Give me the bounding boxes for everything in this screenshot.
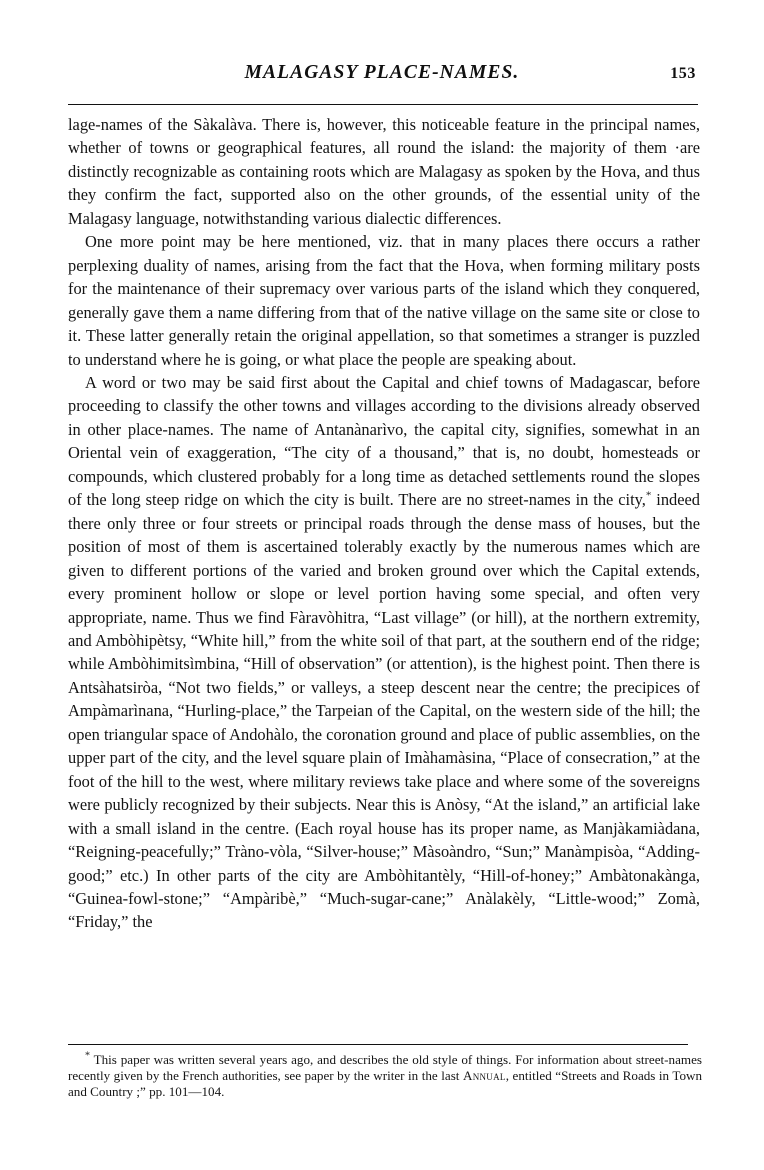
footnote-annual-smallcaps: Annual [462, 1068, 506, 1084]
paragraph-2: One more point may be here mentioned, viz. that in many places there occurs a rather perplexing duality of names, arising from the fact that the Hova, when forming military posts for the maintenance of their supremacy over various parts of the island which they conquered, generally gave them a name differing from that of the native village on the same site or close to it. These latter generally retain the original appellation, so that sometimes a stranger is puzzled to understand where he is going, or what place the people are speaking about. [68, 232, 700, 369]
footnote-marker: * [85, 1050, 90, 1062]
paragraph-1: lage-names of the Sàkalàva. There is, however, this noticeable feature in the principal names, whether of towns or geographical features, all round the island: the majority of them ·are distinctly recognizable as containing roots which are Malagasy as spoken by the Hova, and thus they confirm the fact, supported also on the other grounds, of the essential unity of the Malagasy language, notwithstanding various dialectic differences. [68, 115, 700, 228]
footnote-part-1: This paper was written several years ago, and describes the old style of things. For information about street-names recently given by the French authorities, see paper by the writer in the last [68, 1052, 702, 1084]
running-head [68, 62, 696, 92]
footnote-part-2: , entitled “Streets and Roads in Town and Country ;” pp. 101—104. [68, 1068, 703, 1100]
footnote-reference-marker: * [645, 489, 652, 502]
body-text [68, 113, 700, 934]
paragraph-3-part-2: indeed there only three or four streets or principal roads through the dense mass of houses, but the position of most of them is ascertained tolerably exactly by the numerous names which are given to different portions of the varied and broken ground over which the Capital extends, every prominent hollow or slope or level portion having some special, and often very appropriate, name. Thus we find Fàravòhitra, “Last village” (or hill), at the northern extremity, and Ambòhipètsy, “White hill,” from the white soil of that part, at the southern end of the ridge; while Ambòhimitsìmbina, “Hill of observation” (or attention), is the highest point. Then there is Antsàhatsiròa, “Not two fields,” or valleys, a steep descent near the centre; the precipices of Ampàmarìnana, “Hurling-place,” the Tarpeian of the Capital, on the western side of the hill; the open triangular space of Andohàlo, the coronation ground and place of public assemblies, on the upper part of the city, and the level square plain of Imàhamàsina, “Place of consecration,” at the foot of the hill to the west, where military reviews take place and where some of the sovereigns were publicly recognized by their subjects. Near this is Anòsy, “At the island,” an artificial lake with a small island in the centre. (Each royal house has its proper name, as Manjàkamiàdana, “Reigning-peacefully;” Tràno-vòla, “Silver-house;” Màsoàndro, “Sun;” Manàmpisòa, “Adding-good;” etc.) In other parts of the city are Ambòhitantèly, “Hill-of-honey;” Ambàtonakànga, “Guinea-fowl-stone;” “Ampàribè,” “Much-sugar-cane;” Anàlakèly, “Little-wood;” Zomà, “Friday,” the [68, 490, 700, 932]
page-number: 153 [670, 65, 696, 82]
footnote-rule [68, 1044, 688, 1045]
footnote-text [68, 1052, 702, 1100]
paragraph-3-part-1: A word or two may be said first about the Capital and chief towns of Madagascar, before proceeding to classify the other towns and villages according to the divisions already observed in other place-names. The name of Antanànarìvo, the capital city, signifies, somewhat in an Oriental vein of exaggeration, “The city of a thousand,” that is, no doubt, homesteads or compounds, which clustered probably for a long time as detached settlements round the slopes of the long steep ridge on which the city is built. There are no street-names in the city, [68, 372, 700, 510]
footnote [68, 1052, 702, 1100]
paragraph-3 [68, 371, 700, 934]
page-title: MALAGASY PLACE-NAMES. [244, 62, 520, 83]
header-rule [68, 104, 698, 105]
